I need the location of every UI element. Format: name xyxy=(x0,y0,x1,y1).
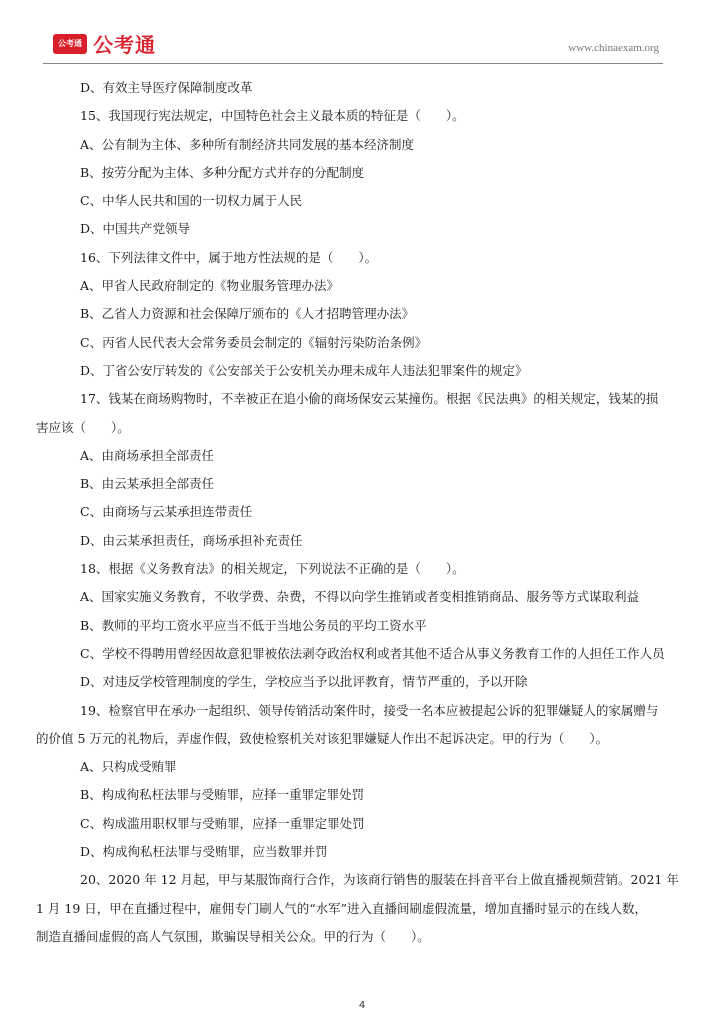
question-stem-continued: 制造直播间虚假的高人气氛围，欺骗误导相关公众。甲的行为（ ）。 xyxy=(36,928,430,944)
question-stem: 20、2020 年 12 月起，甲与某服饰商行合作，为该商行销售的服装在抖音平台上做直播视频营销。2021 年 xyxy=(80,872,679,888)
question-stem-continued: 1 月 19 日，甲在直播过程中，雇佣专门刷人气的“水军”进入直播间刷虚假流量，增加直播时显示的在线人数， xyxy=(36,900,648,916)
answer-option: D、有效主导医疗保障制度改革 xyxy=(80,80,253,95)
answer-option: B、按劳分配为主体、多种分配方式并存的分配制度 xyxy=(80,164,365,180)
answer-option: C、由商场与云某承担连带责任 xyxy=(80,504,253,520)
answer-option: A、只构成受贿罪 xyxy=(80,759,177,775)
logo-icon: 公考通 xyxy=(53,34,87,54)
answer-option: A、公有制为主体、多种所有制经济共同发展的基本经济制度 xyxy=(80,136,415,152)
answer-option: D、对违反学校管理制度的学生，学校应当予以批评教育，情节严重的，予以开除 xyxy=(80,674,528,690)
answer-option: C、学校不得聘用曾经因故意犯罪被依法剥夺政治权利或者其他不适合从事义务教育工作的人担任工作人员 xyxy=(80,645,665,661)
page-header xyxy=(43,30,663,64)
answer-option: B、乙省人力资源和社会保障厅颁布的《人才招聘管理办法》 xyxy=(80,306,415,322)
answer-option: B、教师的平均工资水平应当不低于当地公务员的平均工资水平 xyxy=(80,617,427,633)
answer-option: D、丁省公安厅转发的《公安部关于公安机关办理未成年人违法犯罪案件的规定》 xyxy=(80,362,528,378)
answer-option: D、中国共产党领导 xyxy=(80,221,191,237)
answer-option: D、构成徇私枉法罪与受贿罪，应当数罪并罚 xyxy=(80,844,328,860)
question-stem: 17、钱某在商场购物时，不幸被正在追小偷的商场保安云某撞伤。根据《民法典》的相关规定，钱某的损 xyxy=(80,391,659,407)
answer-option: B、构成徇私枉法罪与受贿罪，应择一重罪定罪处罚 xyxy=(80,787,365,803)
question-stem: 15、我国现行宪法规定，中国特色社会主义最本质的特征是（ ）。 xyxy=(80,108,465,124)
answer-option: C、构成滥用职权罪与受贿罪，应择一重罪定罪处罚 xyxy=(80,815,365,831)
answer-option: A、国家实施义务教育，不收学费、杂费，不得以向学生推销或者变相推销商品、服务等方式谋取利益 xyxy=(80,589,640,605)
answer-option: D、由云某承担责任，商场承担补充责任 xyxy=(80,532,303,548)
answer-option: C、中华人民共和国的一切权力属于人民 xyxy=(80,193,303,209)
document-body xyxy=(36,78,679,955)
logo-text: 公考通 xyxy=(93,33,156,57)
question-stem-continued: 的价值 5 万元的礼物后，弄虚作假，致使检察机关对该犯罪嫌疑人作出不起诉决定。甲的行为（ ）。 xyxy=(36,730,609,746)
header-divider xyxy=(43,63,663,64)
question-stem: 16、下列法律文件中，属于地方性法规的是（ ）。 xyxy=(80,249,378,265)
answer-option: B、由云某承担全部责任 xyxy=(80,476,215,492)
answer-option: A、由商场承担全部责任 xyxy=(80,447,215,463)
answer-option: A、甲省人民政府制定的《物业服务管理办法》 xyxy=(80,278,340,294)
site-url: www.chinaexam.org xyxy=(568,42,659,54)
page-number: 4 xyxy=(358,1000,366,1011)
question-stem-continued: 害应该（ ）。 xyxy=(36,419,130,435)
question-stem: 18、根据《义务教育法》的相关规定，下列说法不正确的是（ ）。 xyxy=(80,561,465,577)
question-stem: 19、检察官甲在承办一起组织、领导传销活动案件时，接受一名本应被提起公诉的犯罪嫌疑人的家属赠与 xyxy=(80,702,659,718)
answer-option: C、丙省人民代表大会常务委员会制定的《辐射污染防治条例》 xyxy=(80,334,428,350)
